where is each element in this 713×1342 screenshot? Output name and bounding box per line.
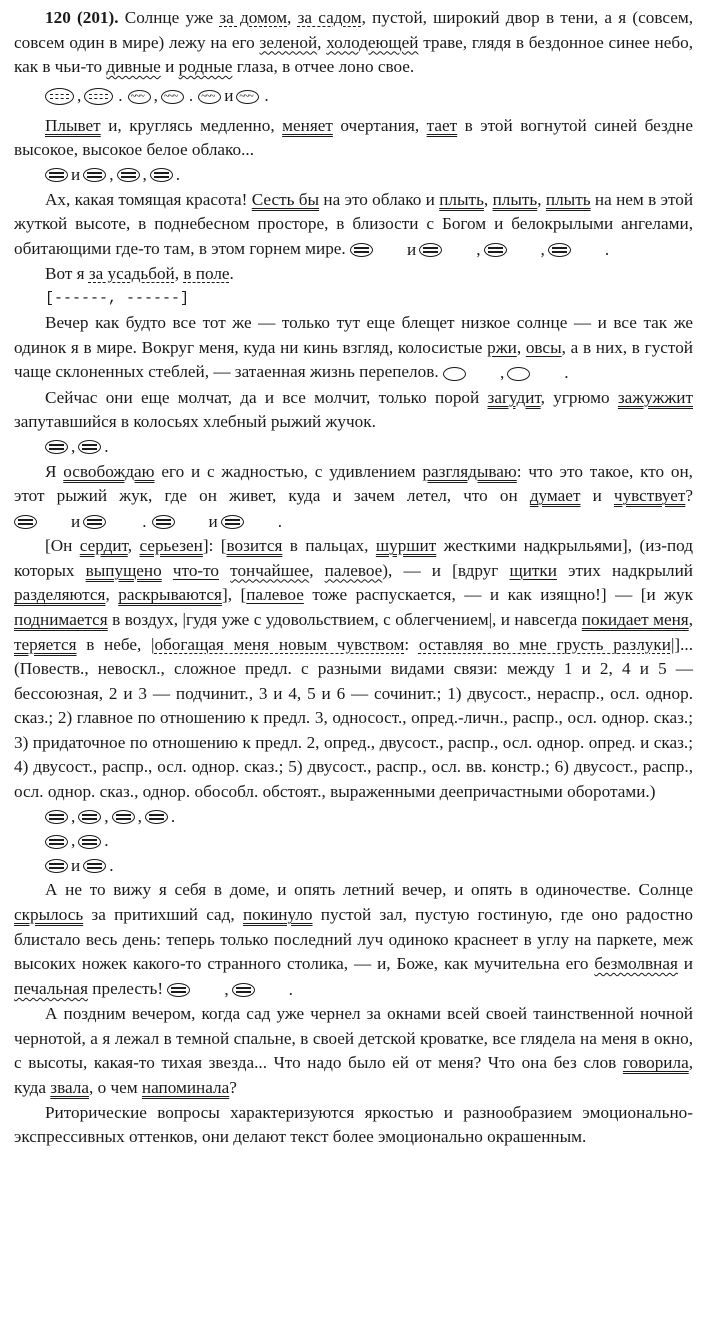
oval-predicate-icon <box>45 168 68 182</box>
predicate: тает <box>426 115 458 135</box>
predicate: Плывет <box>45 115 101 135</box>
predicate: думает <box>529 486 581 506</box>
oval-attribute-icon <box>198 90 221 104</box>
predicate: зажужжит <box>617 387 694 407</box>
oval-subject-icon <box>507 367 530 381</box>
predicate: шуршит <box>375 536 437 556</box>
oval-predicate-icon <box>221 515 244 529</box>
adverbial: в поле <box>183 264 230 284</box>
subject: овсы <box>525 337 562 357</box>
oval-predicate-icon <box>548 243 571 257</box>
predicate: меняет <box>282 115 333 135</box>
attribute: тончайшее <box>230 560 310 580</box>
predicate: разделяются <box>14 585 106 605</box>
predicate: выпущено <box>85 560 162 580</box>
schema-2: и , , . <box>14 163 693 188</box>
predicate: раскрываются <box>118 585 222 605</box>
adverbial: обогащая меня новым чувством <box>154 634 405 654</box>
paragraph-9: А не то вижу я себя в доме, и опять летний вечер, и опять в одиночестве. Солнце скрылось за притихший сад, покинуло пустой зал, пустую гостиную, где оно радостно блистало весь день: теперь только последний луч одиноко краснеет в углу на паркете, меж высоких ножек какого-то странного столика, — и, Боже, как мучительна его безмолвная и печальная прелесть! , . <box>14 878 693 1002</box>
subject: ржи <box>487 337 517 357</box>
oval-attribute-icon <box>236 90 259 104</box>
paragraph-4: Вот я за усадьбой, в поле. <box>45 264 234 284</box>
oval-predicate-icon <box>117 168 140 182</box>
schema-5: , . <box>443 361 569 386</box>
subject: что-то <box>172 560 220 580</box>
oval-predicate-icon <box>45 440 68 454</box>
adverbial: за усадьбой <box>88 264 175 284</box>
predicate: чувствует <box>613 486 686 506</box>
paragraph-8: [Он сердит, серьезен]: [возится в пальцах, шуршит жесткими надкрыльями], (из-под которых выпущено что-то тончайшее, палевое), — и [вдруг щитки этих надкрылий разделяются, раскрываются], [палевое тоже распускается, — и как изящно!] — [и жук поднимается в воздух, |гудя уже с удовольствием, с облегчением|, и навсегда покидает меня, теряется в небе, |обогащая меня новым чувством: оставляя во мне грусть разлуки|]... (Повеств., невоскл., сложное предл. с разными видами связи: между 1 и 2, 4 и 5 — бессоюзная, 2 и 3 — подчинит., 3 и 4, 5 и 6 — сочинит.; 1) двусост., нераспр., осл. однор. сказ.; 2) главное по отношению к предл. 3, односост., опред.-личн., распр., осл. однор. сказ.; 3) придаточное по отношению к предл. 2, опред., двусост., распр., осл. однор. опред. и сказ.; 4) двусост., распр., осл. однор. сказ.; 5) двусост., распр., осл. вв. констр.; 6) двусост., распр., осл. однор. сказ., однор. обособл. обстоят., выраженными деепричастными оборотами.) <box>14 536 694 802</box>
oval-adverbial-icon <box>84 88 113 105</box>
oval-predicate-icon <box>45 859 68 873</box>
predicate: освобождаю <box>63 461 155 481</box>
oval-predicate-icon <box>78 810 101 824</box>
predicate: звала <box>50 1077 89 1097</box>
subject: палевое <box>246 585 304 605</box>
schema-9: , . <box>167 978 293 1003</box>
oval-predicate-icon <box>484 243 507 257</box>
paragraph-11: Риторические вопросы характеризуются яркостью и разнообразием эмоционально-экспрессивных оттенков, они делают текст более эмоционально окрашенным. <box>14 1102 693 1147</box>
predicate: возится <box>226 536 283 556</box>
oval-predicate-icon <box>350 243 373 257</box>
schema-7: и . и . <box>14 510 282 535</box>
predicate: напоминала <box>141 1077 230 1097</box>
schema-3: и , , . <box>350 238 609 263</box>
oval-attribute-icon <box>161 90 184 104</box>
attribute: палевое <box>324 560 383 580</box>
paragraph-5: Вечер как будто все тот же — только тут еще блещет низкое солнце — и все так же одинок я в мире. Вокруг меня, куда ни кинь взгляд, колосистые ржи, овсы, а в них, в густой чаще склоненных стеблей, — затаенная жизнь перепелов. , . <box>14 311 693 386</box>
schema-8b: , . <box>14 829 693 854</box>
oval-predicate-icon <box>167 983 190 997</box>
schema-1: , . ~~~ , ~~~ . ~~~ и ~~~ . <box>14 80 693 114</box>
schema-8c: и . <box>14 854 693 879</box>
predicate: сердит <box>79 536 128 556</box>
predicate: плыть <box>545 189 591 209</box>
oval-predicate-icon <box>145 810 168 824</box>
oval-predicate-icon <box>45 835 68 849</box>
adverbial: оставляя во мне грусть разлуки <box>418 634 671 654</box>
predicate: теряется <box>14 634 77 654</box>
oval-predicate-icon <box>152 515 175 529</box>
subject: щитки <box>509 560 557 580</box>
attribute: родные <box>178 57 233 77</box>
paragraph-2: Плывет и, круглясь медленно, меняет очертания, тает в этой вогнутой синей бездне высокое, высокое белое облако... <box>14 115 693 160</box>
exercise-number: 120 (201). <box>45 8 119 27</box>
oval-predicate-icon <box>78 440 101 454</box>
predicate: серьезен <box>139 536 203 556</box>
oval-predicate-icon <box>83 859 106 873</box>
oval-predicate-icon <box>112 810 135 824</box>
oval-subject-icon <box>443 367 466 381</box>
predicate: скрылось <box>14 905 84 925</box>
oval-adverbial-icon <box>45 88 74 105</box>
oval-predicate-icon <box>45 810 68 824</box>
attribute: дивные <box>106 57 161 77</box>
paragraph-1: 120 (201). Солнце уже за домом, за садом, пустой, широкий двор в тени, а я (совсем, совсем один в мире) лежу на его зеленой, холодеющей траве, глядя в бездонное синее небо, как в чьи-то дивные и родные глаза, в отчее лоно свое. <box>14 8 693 77</box>
predicate: загудит <box>487 387 541 407</box>
predicate: разглядываю <box>422 461 517 481</box>
schema-4: [------, ------] <box>45 289 190 307</box>
paragraph-10: А поздним вечером, когда сад уже чернел за окнами всей своей таинственной ночной чернотой, а я лежал в темной спальне, в своей детской кроватке, все глядела на меня в окно, с высоты, какая-то тихая звезда... Что надо было ей от меня? Что она без слов говорила, куда звала, о чем напоминала? <box>14 1004 693 1097</box>
adverbial: за садом <box>297 8 362 27</box>
paragraph-6: Сейчас они еще молчат, да и все молчит, только порой загудит, угрюмо зажужжит запутавшийся в колосьях хлебный рыжий жучок. <box>14 387 694 432</box>
predicate: Сесть бы <box>251 189 320 209</box>
predicate: плыть <box>492 189 538 209</box>
predicate: говорила <box>622 1053 689 1073</box>
oval-predicate-icon <box>419 243 442 257</box>
predicate: плыть <box>439 189 484 209</box>
schema-8a: , , , . <box>14 805 693 830</box>
oval-predicate-icon <box>83 515 106 529</box>
oval-attribute-icon <box>128 90 151 104</box>
attribute: печальная <box>14 978 88 998</box>
attribute: зеленой <box>259 32 318 52</box>
attribute: холодеющей <box>326 32 419 52</box>
schema-6: , . <box>14 435 693 460</box>
oval-predicate-icon <box>150 168 173 182</box>
oval-predicate-icon <box>78 835 101 849</box>
attribute: безмолвная <box>594 954 678 974</box>
predicate: покидает меня <box>581 609 689 629</box>
oval-predicate-icon <box>232 983 255 997</box>
paragraph-3: Ах, какая томящая красота! Сесть бы на это облако и плыть, плыть, плыть на нем в этой жуткой высоте, в поднебесном просторе, в близости с Богом и белокрылыми ангелами, обитающими где-то там, в этом горнем мире. и , , . <box>14 188 693 263</box>
oval-predicate-icon <box>14 515 37 529</box>
predicate: покинуло <box>242 905 313 925</box>
predicate: поднимается <box>14 609 108 629</box>
adverbial: за домом <box>219 8 288 27</box>
paragraph-7: Я освобождаю его и с жадностью, с удивлением разглядываю: что это такое, кто он, этот рыжий жук, где он живет, куда и зачем летел, что он думает и чувствует? и . и . <box>14 460 693 535</box>
oval-predicate-icon <box>83 168 106 182</box>
